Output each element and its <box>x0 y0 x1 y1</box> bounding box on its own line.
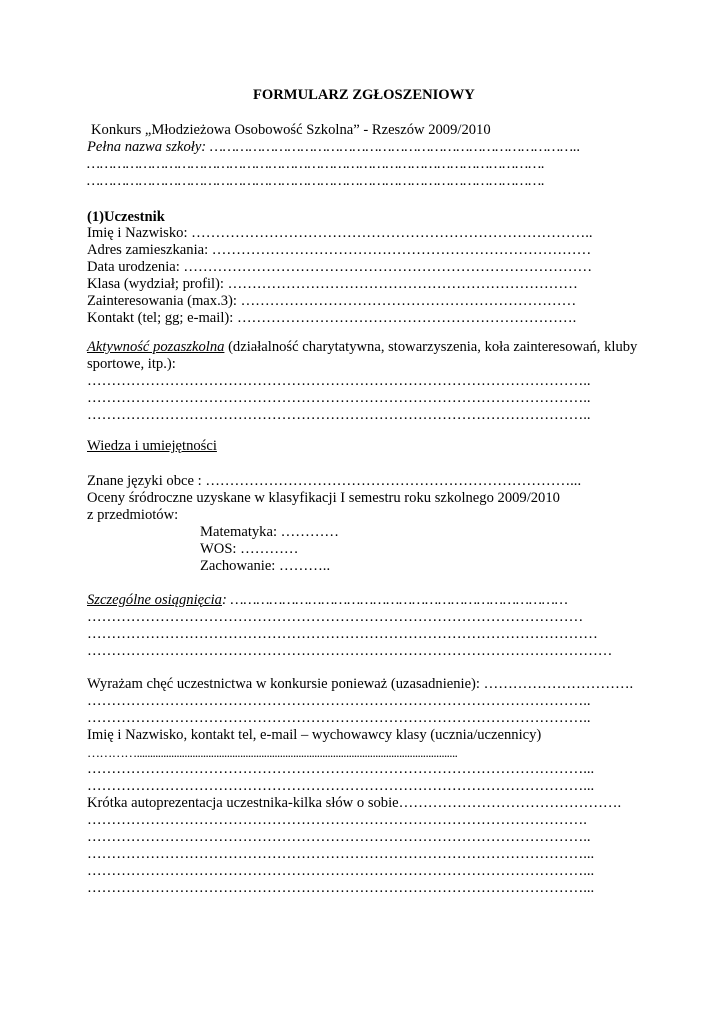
activity-row <box>87 339 637 356</box>
school-name-line-3[interactable]: ……………………………………………………………………………………………. <box>87 173 545 189</box>
motivation-line-1[interactable]: ………………………………………………………………………………………….. <box>87 693 591 709</box>
participant-class-field[interactable]: Klasa (wydział; profil): ……………………………………………………………… <box>87 276 578 292</box>
participant-address-field[interactable]: Adres zamieszkania: …………………………………………………………………… <box>87 242 592 258</box>
school-name-fill[interactable]: ………………………………………………………………………….. <box>206 139 581 155</box>
activity-label: Aktywność pozaszkolna <box>87 339 225 355</box>
self-presentation-line-3[interactable]: …………………………………………………………………………………………... <box>87 846 595 862</box>
motivation-line-2[interactable]: ………………………………………………………………………………………….. <box>87 710 591 726</box>
activity-line-1[interactable]: ………………………………………………………………………………………….. <box>87 373 591 389</box>
achievements-line-3[interactable]: ……………………………………………………………………………………………… <box>87 643 613 659</box>
activity-line-2[interactable]: ………………………………………………………………………………………….. <box>87 390 591 406</box>
self-presentation-line-1[interactable]: …………………………………………………………………………………………. <box>87 812 587 828</box>
contest-line: Konkurs „Młodzieżowa Osobowość Szkolna” - Rzeszów 2009/2010 <box>91 122 491 138</box>
motivation-field[interactable]: Wyrażam chęć uczestnictwa w konkursie ponieważ (uzasadnienie): …………………………. <box>87 676 634 692</box>
math-grade-field[interactable]: Matematyka: ………… <box>200 524 340 540</box>
participant-interests-field[interactable]: Zainteresowania (max.3): …………………………………………………………… <box>87 293 577 309</box>
languages-field[interactable]: Znane języki obce : …………………………………………………………………... <box>87 473 582 489</box>
form-title: FORMULARZ ZGŁOSZENIOWY <box>253 87 475 103</box>
behavior-grade-field[interactable]: Zachowanie: ……….. <box>200 558 331 574</box>
self-presentation-field[interactable]: Krótka autoprezentacja uczestnika-kilka słów o sobie………………………………………. <box>87 795 622 811</box>
school-name-label: Pełna nazwa szkoły: <box>87 139 207 155</box>
achievements-colon: : <box>221 592 227 608</box>
knowledge-heading: Wiedza i umiejętności <box>87 438 217 454</box>
wos-grade-field[interactable]: WOS: ………… <box>200 541 299 557</box>
self-presentation-line-5[interactable]: …………………………………………………………………………………………... <box>87 880 595 896</box>
participant-contact-field[interactable]: Kontakt (tel; gg; e-mail): ……………………………………………………………. <box>87 310 577 326</box>
activity-description: (działalność charytatywna, stowarzyszenia, koła zainteresowań, kluby <box>224 339 638 355</box>
school-name-row <box>87 139 580 156</box>
subjects-intro: z przedmiotów: <box>87 507 179 523</box>
self-presentation-line-4[interactable]: …………………………………………………………………………………………... <box>87 863 595 879</box>
achievements-fill[interactable]: …………………………………………………………………… <box>226 592 568 608</box>
achievements-line-2[interactable]: …………………………………………………………………………………………… <box>87 626 598 642</box>
activity-description-cont: sportowe, itp.): <box>87 356 176 372</box>
participant-birthdate-field[interactable]: Data urodzenia: ………………………………………………………………………… <box>87 259 593 275</box>
self-presentation-line-2[interactable]: ………………………………………………………………………………………….. <box>87 829 591 845</box>
grades-description: Oceny śródroczne uzyskane w klasyfikacji I semestru roku szkolnego 2009/2010 <box>87 490 560 506</box>
achievements-row <box>87 592 568 609</box>
teacher-field[interactable]: …………......................................................................................................................... <box>87 745 458 760</box>
participant-name-field[interactable]: Imię i Nazwisko: ……………………………………………………………………….. <box>87 225 593 241</box>
teacher-label: Imię i Nazwisko, kontakt tel, e-mail – wychowawcy klasy (ucznia/uczennicy) <box>87 727 542 743</box>
school-name-line-2[interactable]: ……………………………………………………………………………………………. <box>87 156 545 172</box>
teacher-line-2[interactable]: …………………………………………………………………………………………... <box>87 761 595 777</box>
participant-heading: (1)Uczestnik <box>87 209 165 225</box>
achievements-label: Szczególne osiągnięcia <box>87 592 222 608</box>
teacher-line-3[interactable]: …………………………………………………………………………………………... <box>87 778 595 794</box>
achievements-line-1[interactable]: ………………………………………………………………………………………… <box>87 609 584 625</box>
activity-line-3[interactable]: ………………………………………………………………………………………….. <box>87 407 591 423</box>
